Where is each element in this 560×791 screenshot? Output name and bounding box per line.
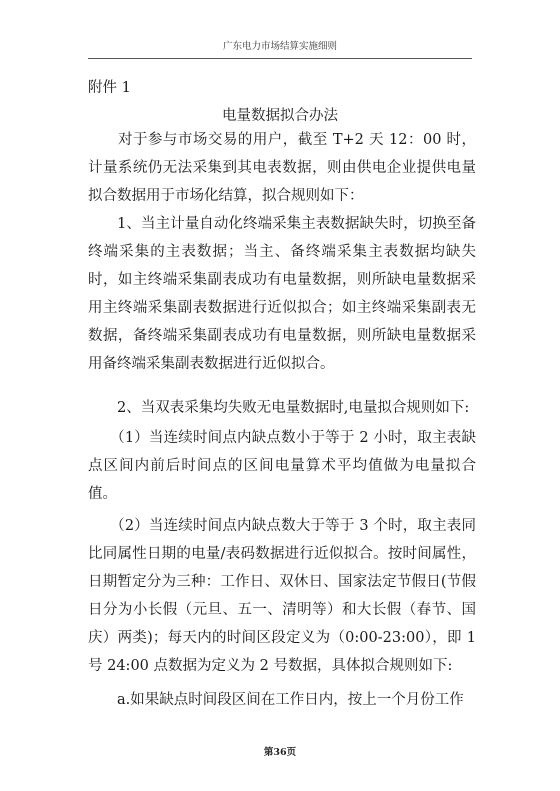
document-title: 电量数据拟合办法 [222,108,338,124]
rule-2-2-paragraph: （2）当连续时间点内缺点数大于等于 3 个时，取主表同比同属性日期的电量/表码数据进行近似拟合。按时间属性，日期暂定分为三种：工作日、双休日、国家法定节假日(节假日分为小长假（元旦、五一、清明等）和大长假（春节、国庆）两类)；每天内的时间区段定义为（0:00-23:00），即 1 号 24:00 点数据为定义为 2 号数据，具体拟合规则如下: [88,518,476,674]
header-rule [88,58,472,59]
rule-2-1-paragraph: （1）当连续时间点内缺点数小于等于 2 小时，取主表缺点区间内前后时间点的区间电量算术平均值做为电量拟合值。 [88,430,476,502]
rule-a-paragraph: a.如果缺点时间段区间在工作日内，按上一个月份工作 [88,692,464,708]
page-number: 第36页 [263,747,297,758]
attachment-label: 附件 1 [88,80,131,96]
rule-2-paragraph: 2、当双表采集均失败无电量数据时,电量拟合规则如下: [88,400,470,416]
rule-1-paragraph: 1、当主计量自动化终端采集主表数据缺失时，切换至备终端采集的主表数据；当主、备终端采集主表数据均缺失时，如主终端采集副表成功有电量数据，则所缺电量数据采用主终端采集副表数据进行近似拟合；如主终端采集副表无数据，备终端采集副表成功有电量数据，则所缺电量数据采用备终端采集副表数据进行近似拟合。 [88,216,476,372]
running-header: 广东电力市场结算实施细则 [222,41,337,52]
intro-paragraph: 对于参与市场交易的用户，截至 T+2 天 12：00 时，计量系统仍无法采集到其电表数据，则由供电企业提供电量拟合数据用于市场化结算，拟合规则如下： [88,132,476,204]
